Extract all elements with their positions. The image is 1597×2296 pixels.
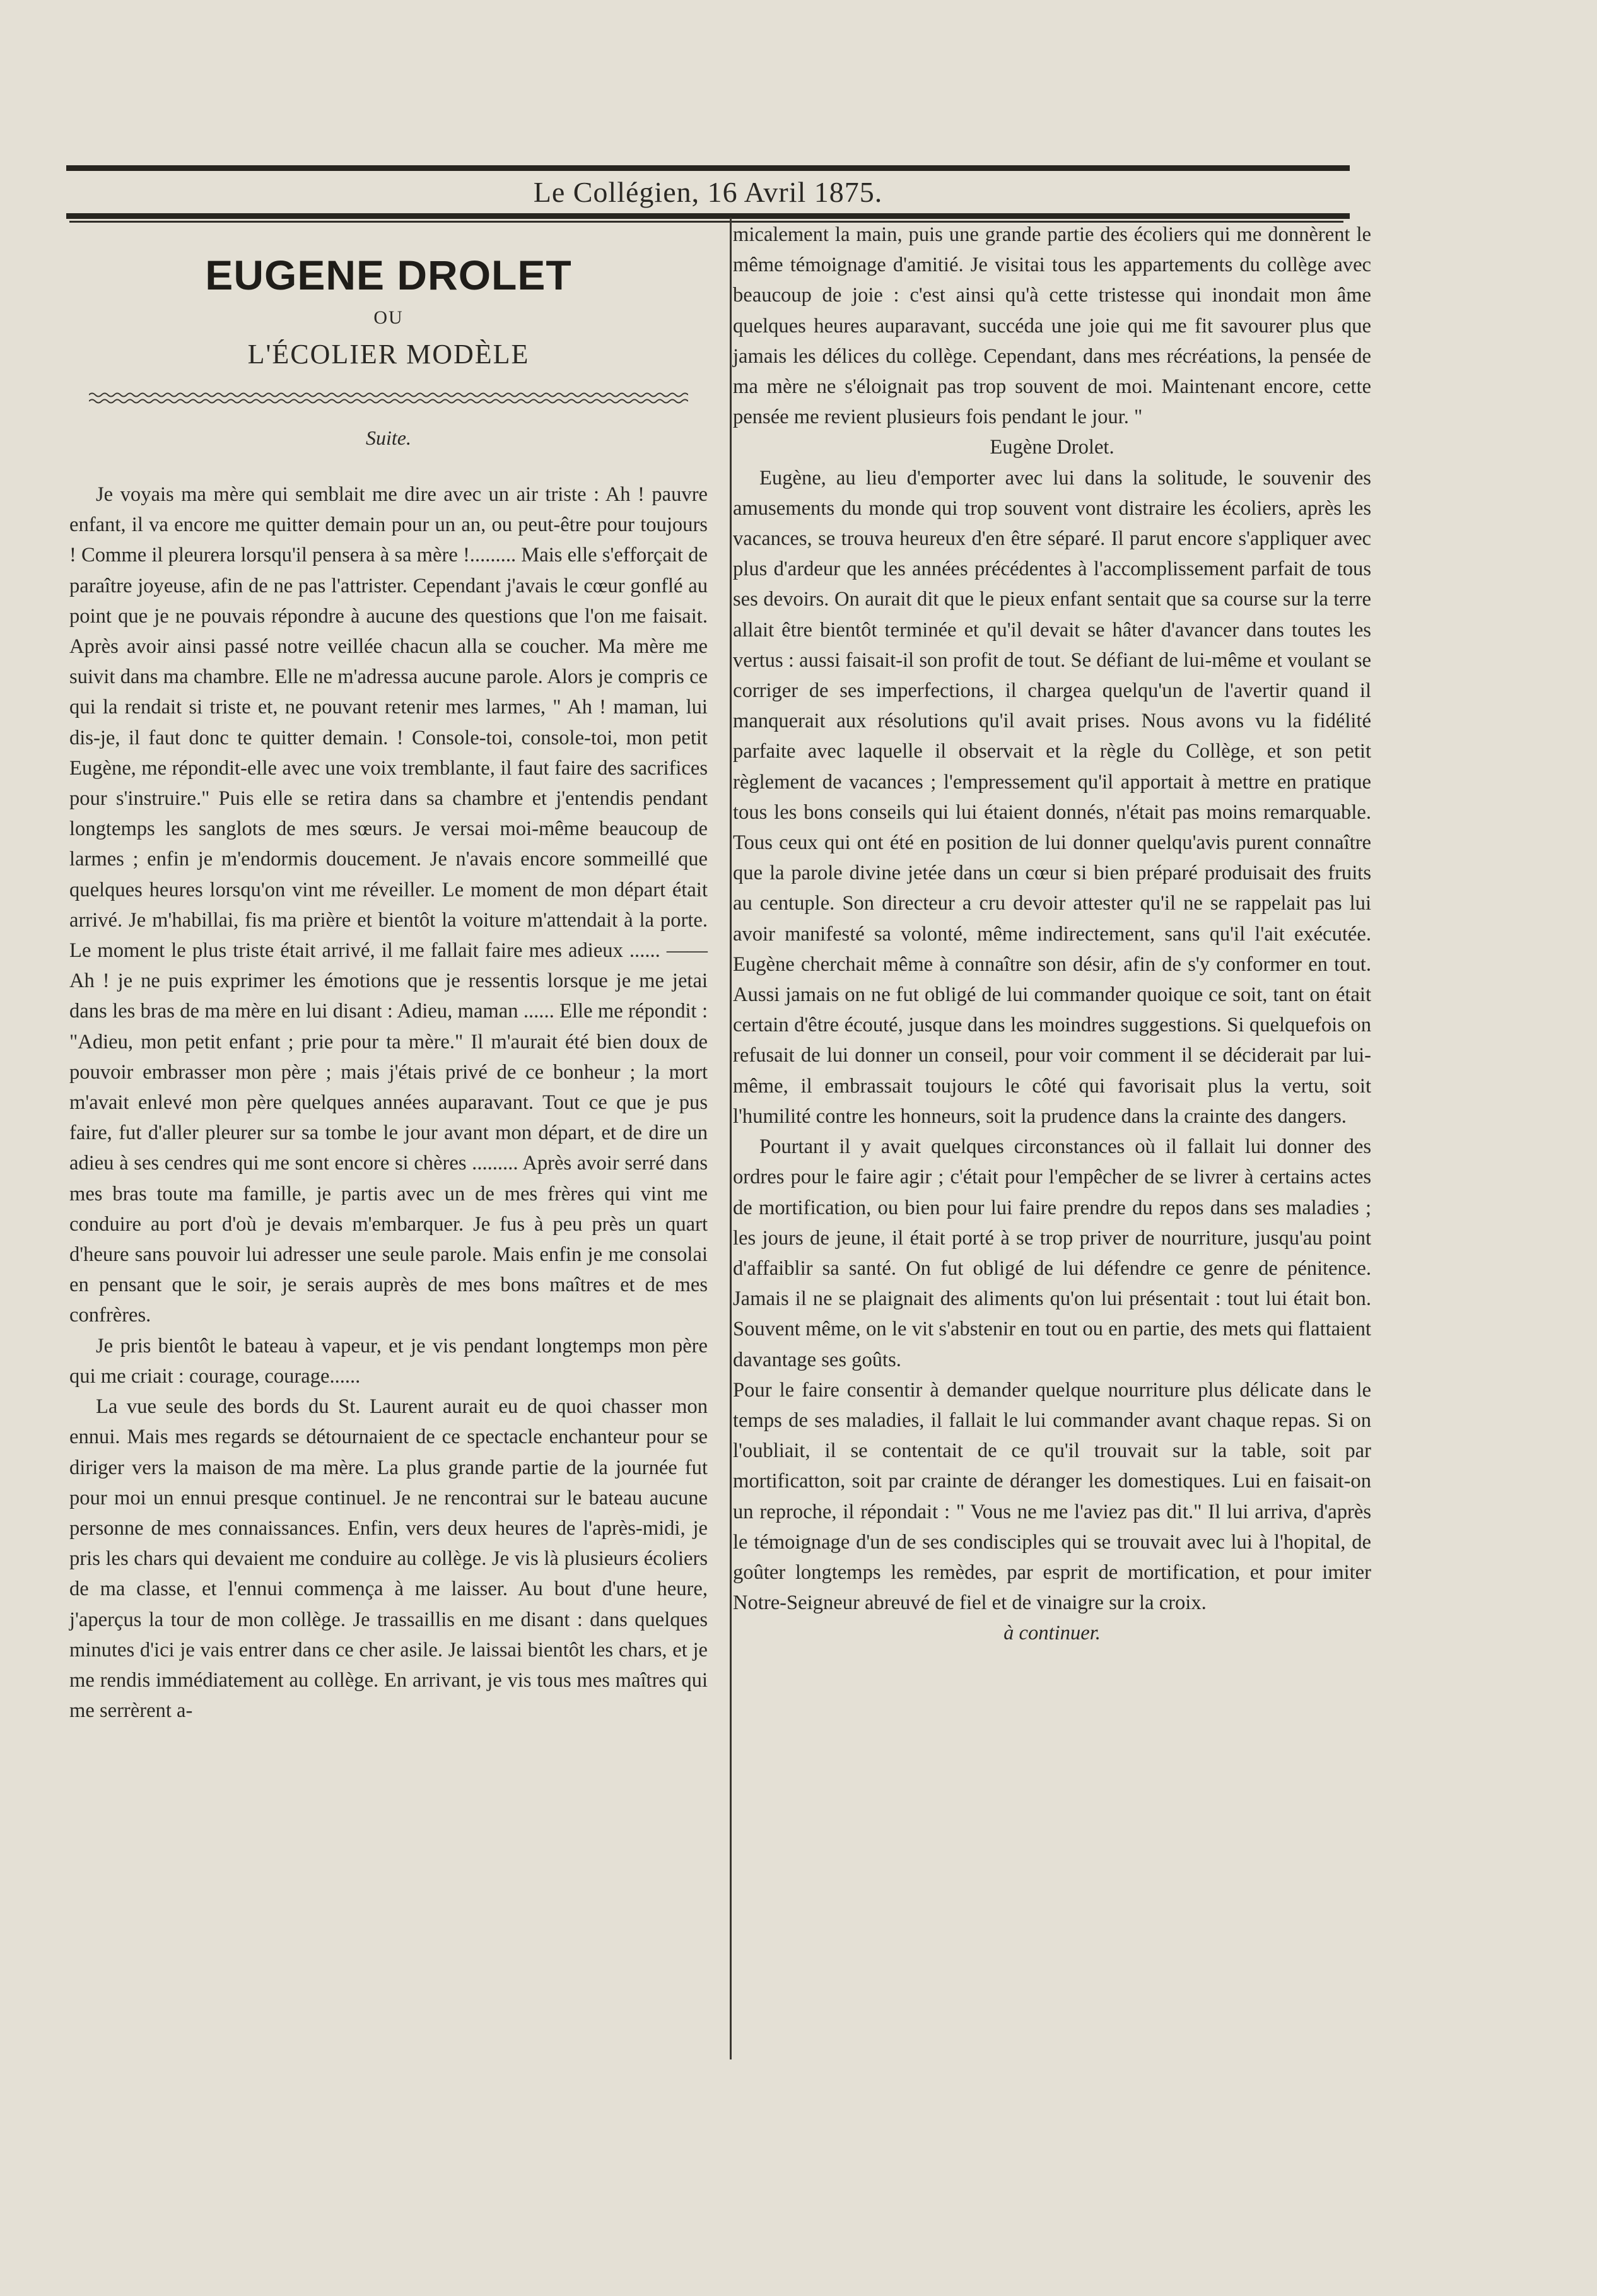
title-conjunction: OU	[373, 307, 404, 328]
continuation-note: à continuer.	[1003, 1622, 1101, 1645]
paragraph: Eugène, au lieu d'emporter avec lui dans la solitude, le souvenir des amusements du monde qui trop souvent vont distraire les écoliers, après les vacances, se trouva heureux d'en être séparé. Il parut encore s'appliquer avec plus d'ardeur que les années précédentes à l'accomplissement parfait de tous ses devoirs. On aurait dit que le pieux enfant sentait que sa course sur la terre allait être bientôt terminée et qu'il devait se hâter d'avancer dans toutes les vertus : aussi faisait-il son profit de tout. Se défiant de lui-même et voulant se corriger de ses imperfections, il chargea quelqu'un de l'avertir quand il manquerait aux résolutions qu'il avait prises. Nous avons vu la fidélité parfaite avec laquelle il observait et la règle du Collège, et son petit règlement de vacances ; l'empressement qu'il apportait à mettre en pratique tous les bons conseils qui lui étaient donnés, n'était pas moins remarquable. Tous ceux qui ont été en position de lui donner quelqu'avis purent connaître que la parole divine jetée dans un cœur si bien préparé produisait des fruits au centuple. Son directeur a cru devoir attester qu'il ne se rappelait pas lui avoir manifesté sa volonté, même indirectement, sans qu'il l'ait exécutée. Eugène cherchait même à connaître son désir, afin de s'y conformer en tout. Aussi jamais on ne fut obligé de lui commander quoique ce soit, tant on était certain d'être écouté, jusque dans les moindres suggestions. Si quelquefois on refusait de lui donner un conseil, pour voir comment il se déciderait par lui-même, il embrassait toujours le côté qui favorisait plus la vertu, soit l'humilité contre les honneurs, soit la prudence dans la crainte des dangers.	[733, 466, 1371, 1128]
paragraph: Je voyais ma mère qui semblait me dire avec un air triste : Ah ! pauvre enfant, il va encore me quitter demain pour un an, ou peut-être pour toujours ! Comme il pleurera lorsqu'il pensera à sa mère !......... Mais elle s'efforçait de paraître joyeuse, afin de ne pas l'attrister. Cependant j'avais le cœur gonflé au point que je ne pouvais répondre à aucune des questions que l'on me faisait. Après avoir ainsi passé notre veillée chacun alla se coucher. Ma mère me suivit dans ma chambre. Elle ne m'adressa aucune parole. Alors je compris ce qui la rendait si triste et, ne pouvant retenir mes larmes, " Ah ! maman, lui dis-je, il faut donc te quitter demain. ! Console-toi, console-toi, mon petit Eugène, me répondit-elle avec une voix tremblante, il faut faire des sacrifices pour s'instruire." Puis elle se retira dans sa chambre et j'entendis pendant longtemps les sanglots de mes sœurs. Je versai moi-même beaucoup de larmes ; enfin je m'endormis doucement. Je n'avais encore sommeillé que quelques heures lorsqu'on vint me réveiller. Le moment de mon départ était arrivé. Je m'habillai, fis ma prière et bientôt la voiture m'attendait à la porte. Le moment le plus triste était arrivé, il me fallait faire mes adieux ...... —— Ah ! je ne puis exprimer les émotions que je ressentis lorsque je me jetai dans les bras de ma mère en lui disant : Adieu, maman ...... Elle me répondit : "Adieu, mon petit enfant ; prie pour ta mère." Il m'aurait été bien doux de pouvoir embrasser mon père ; mais j'étais privé de ce bonheur ; la mort m'avait enlevé mon père quelques années auparavant. Tout ce que je pus faire, fut d'aller pleurer sur sa tombe le jour avant mon départ, et de dire un adieu à ses cendres qui me sont encore si chères ......... Après avoir serré dans mes bras toute ma famille, je partis avec un de mes frères qui vint me conduire au port d'où je devais m'embarquer. Je fus à peu près un quart d'heure sans pouvoir lui adresser une seule parole. Mais enfin je me consolai en pensant que le soir, je serais auprès de mes bons maîtres et de mes confrères.	[69, 483, 708, 1327]
masthead: Le Collégien, 16 Avril 1875.	[533, 176, 883, 208]
masthead-bottom-rule	[66, 213, 1350, 219]
column-divider	[730, 218, 732, 2059]
paragraph: micalement la main, puis une grande partie des écoliers qui me donnèrent le même témoignage d'amitié. Je visitai tous les appartements du collège avec beaucoup de joie : c'est ainsi qu'à cette tristesse qui inondait mon âme quelques heures auparavant, succéda une joie qui me fit savourer plus que jamais les délices du collège. Cependant, dans mes récréations, la pensée de ma mère ne s'éloignait pas trop souvent de moi. Maintenant encore, cette pensée me revient plusieurs fois pendant le jour. "	[733, 223, 1371, 429]
paragraph: Je pris bientôt le bateau à vapeur, et je vis pendant longtemps mon père qui me criait : courage, courage......	[69, 1334, 708, 1388]
right-column	[733, 220, 1371, 1649]
ornamental-wavy-rule	[89, 391, 688, 405]
paragraph: La vue seule des bords du St. Laurent aurait eu de quoi chasser mon ennui. Mais mes regards se détournaient de ce spectacle enchanteur pour se diriger vers la maison de ma mère. La plus grande partie de la journée fut pour moi un ennui presque continuel. Je ne rencontrai sur le bateau aucune personne de mes connaissances. Enfin, vers deux heures de l'après-midi, je pris les chars qui devaient me conduire au collège. Je vis là plusieurs écoliers de ma classe, et l'ennui commença à me laisser. Au bout d'une heure, j'aperçus la tour de mon collège. Je trassaillis en me disant : dans quelques minutes d'ici je vais entrer dans ce cher asile. Je laissai bientôt les chars, et je me rendis immédiatement au collège. En arrivant, je vis tous mes maîtres qui me serrèrent a-	[69, 1395, 708, 1723]
paragraph: Pourtant il y avait quelques circonstances où il fallait lui donner des ordres pour le faire agir ; c'était pour l'empêcher de se livrer à certains actes de mortification, ou bien pour lui faire prendre du repos dans ses maladies ; les jours de jeune, il était porté à se trop priver de nourriture, jusqu'au point d'affaiblir sa santé. On fut obligé de lui défendre ce genre de pénitence. Jamais il ne se plaignait des aliments qu'on lui présentait : tout lui était bon. Souvent même, on le vit s'abstenir en tout ou en partie, des mets qui flattaient davantage ses goûts.	[733, 1135, 1371, 1371]
paragraph: Pour le faire consentir à demander quelque nourriture plus délicate dans le temps de ses maladies, il fallait le lui commander avant chaque repas. Si on l'oubliait, il se contentait de ce qu'il trouvait sur la table, soit par mortificatton, soit par crainte de déranger les domestiques. Lui en faisait-on un reproche, il répondait : " Vous ne me l'aviez pas dit." Il lui arriva, d'après le témoignage d'un de ses condisciples qui se trouvait avec lui à l'hopital, de goûter longtemps les remèdes, par esprit de mortification, et pour imiter Notre-Seigneur abreuvé de fiel et de vinaigre sur la croix.	[733, 1378, 1371, 1615]
article-title: EUGENE DROLET	[205, 252, 572, 298]
left-column	[69, 220, 708, 1726]
article-subtitle: L'ÉCOLIER MODÈLE	[247, 339, 530, 370]
signature: Eugène Drolet.	[990, 436, 1114, 459]
masthead-top-rule	[66, 165, 1350, 171]
section-label-suite: Suite.	[366, 426, 411, 449]
